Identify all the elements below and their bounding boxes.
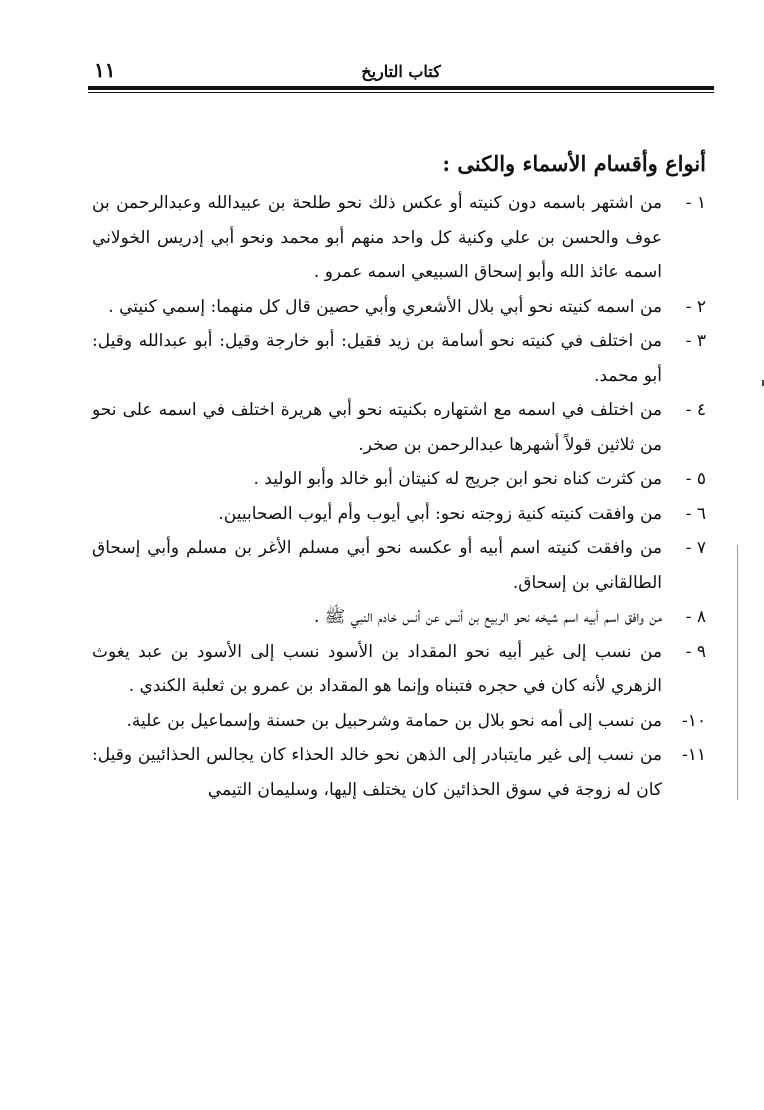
list-item [92,462,706,497]
page-body [92,148,706,807]
item-number: ٤ - [685,400,706,420]
page-header [88,52,714,90]
item-number: ٢ - [685,296,706,317]
item-text: من وافقت كنيته كنية زوجته نحو: أبي أيوب وأم أيوب الصحابيين. [218,503,662,524]
item-text: من نسب إلى أمه نحو بلال بن حمامة وشرحبيل بن حسنة وإسماعيل بن علية. [126,710,662,731]
item-text: من اختلف في كنيته نحو أسامة بن زيد فقيل: أبو خارجة وقيل: أبو عبدالله وقيل: أبو محمد. [92,331,662,386]
item-number: ١٠- [681,710,706,731]
list-item [92,290,706,325]
list-item [92,393,706,462]
item-number: ١١- [681,745,706,765]
names-kunyas-list [92,186,706,807]
running-title: كتاب التاريخ [361,62,441,81]
header-rule-thick [88,86,714,90]
item-number: ٧ - [685,538,706,558]
header-rule-thin [88,92,714,93]
list-item [92,497,706,532]
item-text: من وافق اسم أبيه اسم شيخه نحو الربيع بن أنس عن أنس خادم النبي ﷺ . [313,607,662,627]
item-text: من اشتهر باسمه دون كنيته أو عكس ذلك نحو طلحة بن عبيدالله وعبدالرحمن بن عوف والحسن بن علي وكنية كل واحد منهم أبو محمد ونحو أبي إدريس الخولاني اسمه عائذ الله وأبو إسحاق السبيعي اسمه عمرو . [92,193,662,282]
item-number: ٨ - [685,607,706,627]
item-text: من اسمه كنيته نحو أبي بلال الأشعري وأبي حصين قال كل منهما: إسمي كنيتي . [108,296,662,317]
item-number: ٣ - [685,331,706,351]
list-item [92,531,706,600]
list-item [92,738,706,807]
item-number: ٥ - [685,469,706,489]
section-heading: أنواع وأقسام الأسماء والكنى : [442,151,706,176]
list-item [92,600,706,635]
list-item [92,635,706,704]
item-text: من نسب إلى غير مايتبادر إلى الذهن نحو خالد الحذاء كان يجالس الحذائيين وقيل: كان له زوجة في سوق الحذائين كان يختلف إليها، وسليمان التيمي [92,745,662,800]
list-item [92,324,706,393]
item-number: ٦ - [685,503,706,524]
page-number: ١١ [94,58,116,82]
list-item [92,186,706,290]
item-text: من نسب إلى غير أبيه نحو المقداد بن الأسود نسب إلى الأسود بن عبد يغوث الزهري لأنه كان في حجره فتبناه وإنما هو المقداد بن عمرو بن ثعلبة الكندي . [92,641,662,696]
item-text: من كثرت كناه نحو ابن جريج له كنيتان أبو خالد وأبو الوليد . [253,469,662,489]
item-text: من وافقت كنيته اسم أبيه أو عكسه نحو أبي مسلم الأغر بن مسلم وأبي إسحاق الطالقاني بن إسحاق. [92,538,662,593]
item-text: من اختلف في اسمه مع اشتهاره بكنيته نحو أبي هريرة اختلف في اسمه على نحو من ثلاثين قولاً أشهرها عبدالرحمن بن صخر. [92,400,662,455]
list-item [92,704,706,739]
item-number: ٩ - [685,641,706,662]
scan-margin-mark [737,545,738,800]
item-number: ١ - [685,193,706,213]
